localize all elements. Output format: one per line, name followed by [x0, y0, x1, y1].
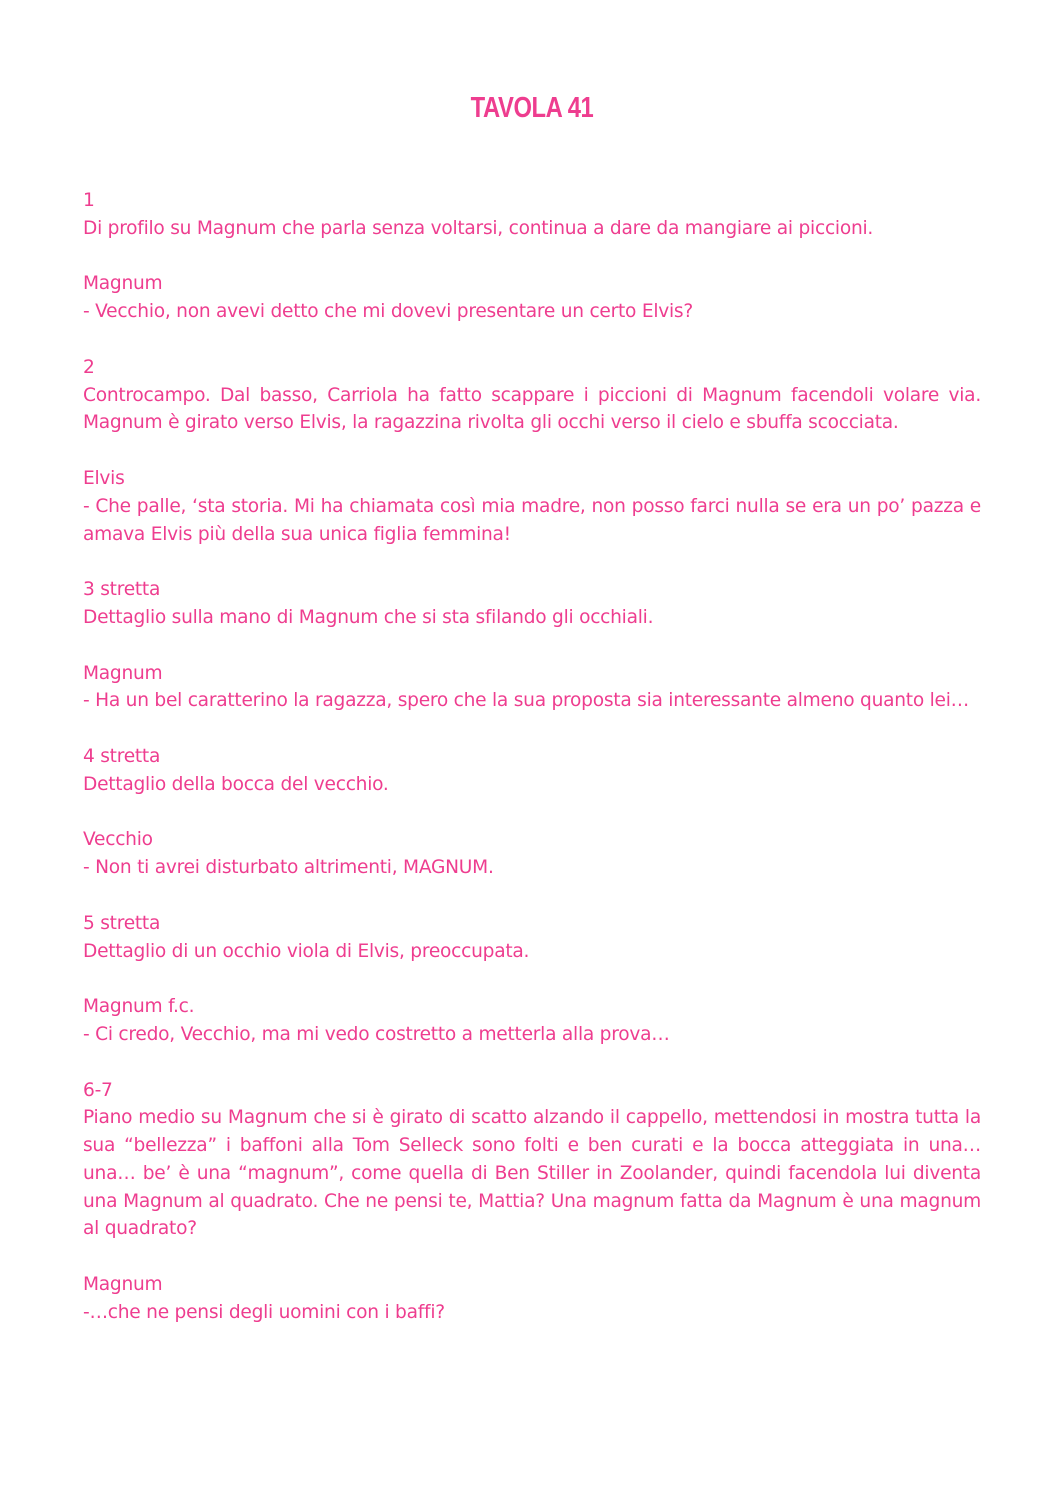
panel-4-block: [83, 743, 981, 799]
panel-3-block: [83, 576, 981, 632]
panel-label: 2: [83, 356, 95, 378]
dialogue-line: - Non ti avrei disturbato altrimenti, MAGNUM.: [83, 857, 494, 879]
panel-5-block: [83, 910, 981, 966]
dialogue-line: -…che ne pensi degli uomini con i baffi?: [83, 1301, 445, 1323]
speaker-name: Magnum: [83, 662, 163, 684]
speaker-name: Magnum: [83, 1274, 163, 1296]
page-title: TAVOLA 41: [470, 92, 594, 124]
panel-1-block: [83, 187, 981, 243]
speaker-name: Magnum: [83, 273, 163, 295]
speaker-name: Magnum f.c.: [83, 996, 195, 1018]
panel-label: 4 stretta: [83, 745, 161, 767]
panel-description: Dettaglio della bocca del vecchio.: [83, 773, 389, 795]
panel-6-7-block: [83, 1077, 981, 1244]
panel-description: Piano medio su Magnum che si è girato di scatto alzando il cappello, mettendosi in mostra tutta la sua “bellezza” i baffoni alla Tom Selleck sono folti e ben curati e la bocca atteggiata in una… una… be’ è una “magnum”, come quella di Ben Stiller in Zoolander, quindi facendola lui diventa una Magnum al quadrato. Che ne pensi te, Mattia? Una magnum fatta da Magnum è una magnum al quadrato?: [83, 1107, 981, 1240]
panel-description: Dettaglio sulla mano di Magnum che si sta sfilando gli occhiali.: [83, 606, 654, 628]
panel-label: 5 stretta: [83, 912, 161, 934]
dialogue-line: - Che palle, ‘sta storia. Mi ha chiamata così mia madre, non posso farci nulla se era un po’ pazza e amava Elvis più della sua unica figlia femmina!: [83, 495, 981, 545]
script-content: [83, 187, 981, 1354]
dialogue-block: [83, 993, 981, 1049]
speaker-name: Vecchio: [83, 829, 153, 851]
panel-label: 1: [83, 190, 95, 211]
panel-label: 3 stretta: [83, 579, 161, 601]
speaker-name: Elvis: [83, 467, 125, 489]
panel-label: 6-7: [83, 1079, 113, 1101]
panel-description: Di profilo su Magnum che parla senza voltarsi, continua a dare da mangiare ai piccioni.: [83, 217, 874, 239]
dialogue-line: - Ci credo, Vecchio, ma mi vedo costretto a metterla alla prova…: [83, 1023, 670, 1045]
dialogue-block: [83, 826, 981, 882]
dialogue-block: [83, 270, 981, 326]
panel-description: Dettaglio di un occhio viola di Elvis, preoccupata.: [83, 940, 530, 962]
panel-description: Controcampo. Dal basso, Carriola ha fatto scappare i piccioni di Magnum facendoli volare via. Magnum è girato verso Elvis, la ragazzina rivolta gli occhi verso il cielo e sbuffa scocciata.: [83, 384, 981, 434]
dialogue-block: [83, 660, 981, 716]
dialogue-line: - Ha un bel caratterino la ragazza, spero che la sua proposta sia interessante almeno quanto lei…: [83, 690, 969, 712]
panel-2-block: [83, 354, 981, 437]
dialogue-block: [83, 465, 981, 548]
dialogue-line: - Vecchio, non avevi detto che mi dovevi presentare un certo Elvis?: [83, 301, 693, 323]
dialogue-block: [83, 1271, 981, 1327]
